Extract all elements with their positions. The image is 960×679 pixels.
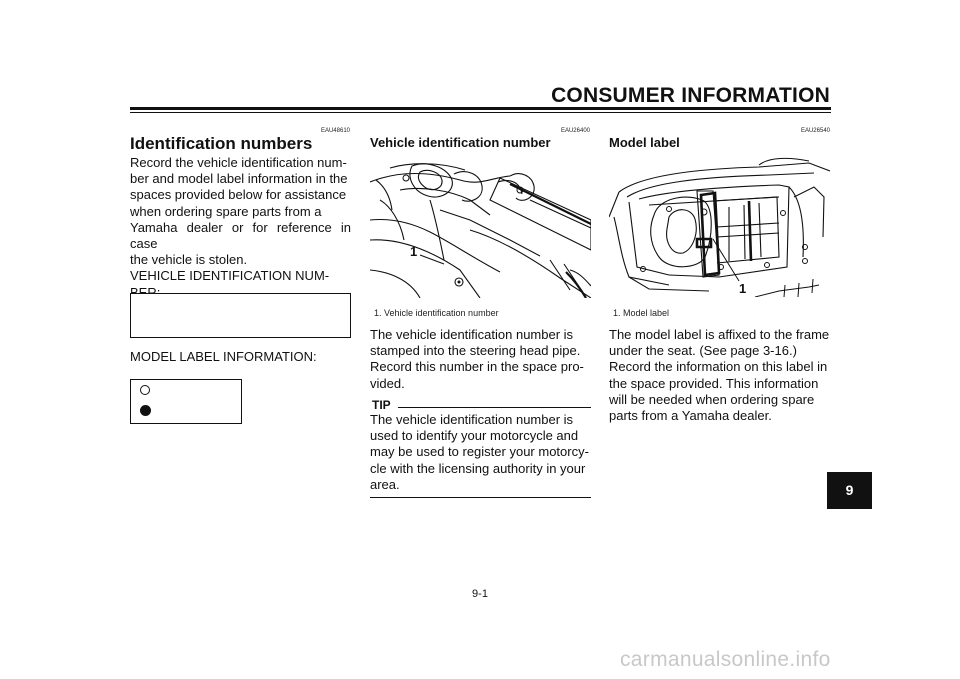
text-line: used to identify your motorcycle and <box>370 428 579 444</box>
text-line: under the seat. (See page 3-16.) <box>609 343 797 359</box>
text-line: stamped into the steering head pipe. <box>370 343 581 359</box>
figure-caption: 1. Vehicle identification number <box>374 308 499 318</box>
tip-rule-bottom <box>370 497 591 498</box>
text-line: when ordering spare parts from a <box>130 203 322 219</box>
page-number: 9-1 <box>472 588 488 600</box>
text-line: ber and model label information in the <box>130 171 348 187</box>
figure-caption: 1. Model label <box>613 308 670 318</box>
text-line: Record the vehicle identification num- <box>130 155 347 170</box>
text-line: spaces provided below for assistance <box>130 187 347 203</box>
watermark: carmanualsonline.info <box>620 648 831 671</box>
reference-code: EAU26400 <box>560 128 590 134</box>
text-line: Yamaha dealer or for reference in case <box>130 219 351 252</box>
text-line: Record the information on this label in <box>609 359 828 375</box>
reference-code: EAU26540 <box>800 128 830 134</box>
text-line: The vehicle identification number is <box>370 327 574 342</box>
text-line: Record this number in the space pro- <box>370 359 584 375</box>
body-paragraph <box>370 327 591 392</box>
text-line: VEHICLE IDENTIFICATION NUM- <box>130 268 330 284</box>
text-line: the space provided. This information <box>609 375 819 391</box>
section-heading: Vehicle identification number <box>370 135 551 150</box>
text-line: cle with the licensing authority in your <box>370 460 586 476</box>
tip-rule-top <box>398 407 591 408</box>
open-circle-icon <box>140 385 150 395</box>
text-line: vided. <box>370 375 405 391</box>
vin-location-illustration <box>370 160 591 298</box>
text-line: parts from a Yamaha dealer. <box>609 408 772 424</box>
callout-number: 1 <box>410 244 418 259</box>
section-heading: Model label <box>609 135 680 150</box>
chapter-tab: 9 <box>827 472 872 509</box>
header-rule-thick <box>130 107 831 110</box>
callout-number: 1 <box>739 281 747 296</box>
filled-circle-icon <box>140 405 151 416</box>
text-line: The vehicle identification number is <box>370 412 574 427</box>
model-label-illustration <box>609 157 830 297</box>
header-rule-thin <box>130 112 831 113</box>
page-header-title: CONSUMER INFORMATION <box>551 84 830 107</box>
tip-label: TIP <box>372 398 391 412</box>
body-paragraph <box>609 327 830 424</box>
intro-paragraph <box>130 155 351 301</box>
section-heading: Identification numbers <box>130 134 313 153</box>
model-label-heading: MODEL LABEL INFORMATION: <box>130 349 317 364</box>
model-label-entry-box <box>130 379 242 424</box>
text-line: may be used to register your motorcy- <box>370 444 589 460</box>
text-line: The model label is affixed to the frame <box>609 327 830 342</box>
text-line: will be needed when ordering spare <box>609 391 815 407</box>
text-line: area. <box>370 476 400 492</box>
tip-text <box>370 412 591 493</box>
text-line: the vehicle is stolen. <box>130 252 248 268</box>
vin-entry-box <box>130 293 351 338</box>
reference-code: EAU48610 <box>320 128 350 134</box>
